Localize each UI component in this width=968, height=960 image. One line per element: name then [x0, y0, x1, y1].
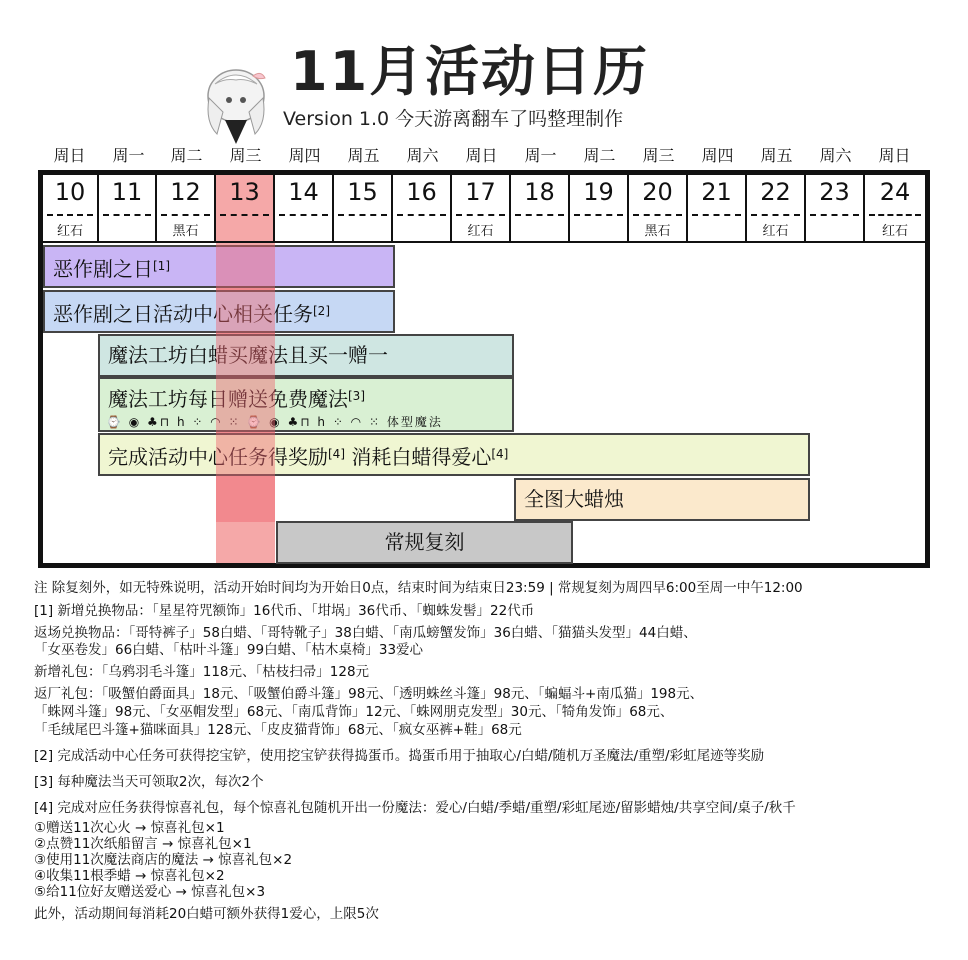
weekday-label: 周六	[819, 146, 852, 165]
chibi-character-logo	[195, 62, 277, 144]
note-line: 新增礼包：「乌鸦羽毛斗篷」118元、「枯枝扫帚」128元	[34, 664, 370, 680]
weekday-label: 周五	[760, 146, 793, 165]
day-cell-today: 13	[216, 175, 275, 243]
note-line: 注 除复刻外，如无特殊说明，活动开始时间均为开始日0点，结束时间为结束日23:59 | 常规复刻为周四早6:00至周一中午12:00	[34, 580, 803, 596]
day-cell: 15	[334, 175, 393, 243]
day-cell: 18	[511, 175, 570, 243]
note-line: 返厂礼包：「吸蟹伯爵面具」18元、「吸蟹伯爵斗篷」98元、「透明蛛丝斗篷」98元、「蝙蝠斗+南瓜猫」198元、	[34, 686, 704, 702]
note-line: [2] 完成活动中心任务可获得挖宝铲，使用挖宝铲获得捣蛋币。捣蛋币用于抽取心/白蜡/随机万圣魔法/重塑/彩虹尾迹等奖励	[34, 748, 765, 764]
day-cell: 14	[275, 175, 334, 243]
day-cell: 16	[393, 175, 452, 243]
note-line: [3] 每种魔法当天可领取2次，每次2个	[34, 774, 264, 790]
weekday-label: 周四	[701, 146, 734, 165]
page-subtitle: Version 1.0 今天游离翻车了吗整理制作	[283, 108, 624, 130]
weekday-label: 周三	[229, 146, 262, 165]
day-cell: 22 红石	[747, 175, 806, 243]
day-cell: 17 红石	[452, 175, 511, 243]
weekday-label: 周五	[347, 146, 380, 165]
magic-icons-row: ⌚ ◉ ♣⊓ h ⁘ ◠ ⁙ ⌚ ◉ ♣⊓ h ⁘ ◠ ⁙ 体型魔法	[106, 415, 443, 429]
day-cell: 23	[806, 175, 865, 243]
day-cell: 21	[688, 175, 747, 243]
weekday-label: 周六	[406, 146, 439, 165]
weekday-label: 周三	[642, 146, 675, 165]
event-bar-regular-rerun: 常规复刻	[276, 521, 573, 564]
day-cell: 20 黑石	[629, 175, 688, 243]
weekday-label: 周日	[465, 146, 498, 165]
note-line: ③使用11次魔法商店的魔法 → 惊喜礼包×2	[34, 852, 293, 868]
event-bar-big-candle: 全图大蜡烛	[514, 478, 810, 521]
note-line: ⑤给11位好友赠送爱心 → 惊喜礼包×3	[34, 884, 266, 900]
event-bar-magic-workshop-daily: 魔法工坊每日赠送免费魔法[3]	[98, 377, 514, 432]
weekday-label: 周二	[170, 146, 203, 165]
note-line: 「毛绒尾巴斗篷+猫咪面具」128元、「皮皮猫背饰」68元、「疯女巫裤+鞋」68元	[34, 722, 522, 738]
day-cell: 12 黑石	[157, 175, 216, 243]
weekday-label: 周日	[53, 146, 86, 165]
page-title: 11月活动日历	[290, 40, 650, 103]
note-line: ④收集11根季蜡 → 惊喜礼包×2	[34, 868, 225, 884]
weekday-label: 周日	[878, 146, 911, 165]
day-cell: 24 红石	[865, 175, 925, 243]
note-line: [1] 新增兑换物品：「星星符咒额饰」16代币、「坩埚」36代币、「蜘蛛发髻」22代币	[34, 603, 535, 619]
note-line: ②点赞11次纸船留言 → 惊喜礼包×1	[34, 836, 252, 852]
note-line: 「女巫卷发」66白蜡、「枯叶斗篷」99白蜡、「枯木桌椅」33爱心	[34, 642, 424, 658]
note-line: 此外，活动期间每消耗20白蜡可额外获得1爱心，上限5次	[34, 906, 379, 922]
weekday-label: 周一	[524, 146, 557, 165]
day-cell: 11	[99, 175, 157, 243]
note-line: 返场兑换物品：「哥特裤子」58白蜡、「哥特靴子」38白蜡、「南瓜螃蟹发饰」36白蜡、「猫猫头发型」44白蜡、	[34, 625, 697, 641]
event-bar-activity-center-rewards: 完成活动中心任务得奖励[4] 消耗白蜡得爱心[4]	[98, 433, 810, 476]
day-cell: 10 红石	[43, 175, 99, 243]
weekday-label: 周一	[112, 146, 145, 165]
weekday-label: 周四	[288, 146, 321, 165]
note-line: ①赠送11次心火 → 惊喜礼包×1	[34, 820, 225, 836]
day-cell: 19	[570, 175, 629, 243]
event-bar-prank-day-tasks: 恶作剧之日活动中心相关任务[2]	[43, 290, 395, 333]
note-line: 「蛛网斗篷」98元、「女巫帽发型」68元、「南瓜背饰」12元、「蛛网朋克发型」30元、「犄角发饰」68元、	[34, 704, 674, 720]
note-line: [4] 完成对应任务获得惊喜礼包，每个惊喜礼包随机开出一份魔法：爱心/白蜡/季蜡/重塑/彩虹尾迹/留影蜡烛/共享空间/桌子/秋千	[34, 800, 796, 816]
weekday-label: 周二	[583, 146, 616, 165]
event-bar-prank-day: 恶作剧之日[1]	[43, 245, 395, 288]
event-bar-magic-workshop-buy: 魔法工坊白蜡买魔法且买一赠一	[98, 334, 514, 377]
